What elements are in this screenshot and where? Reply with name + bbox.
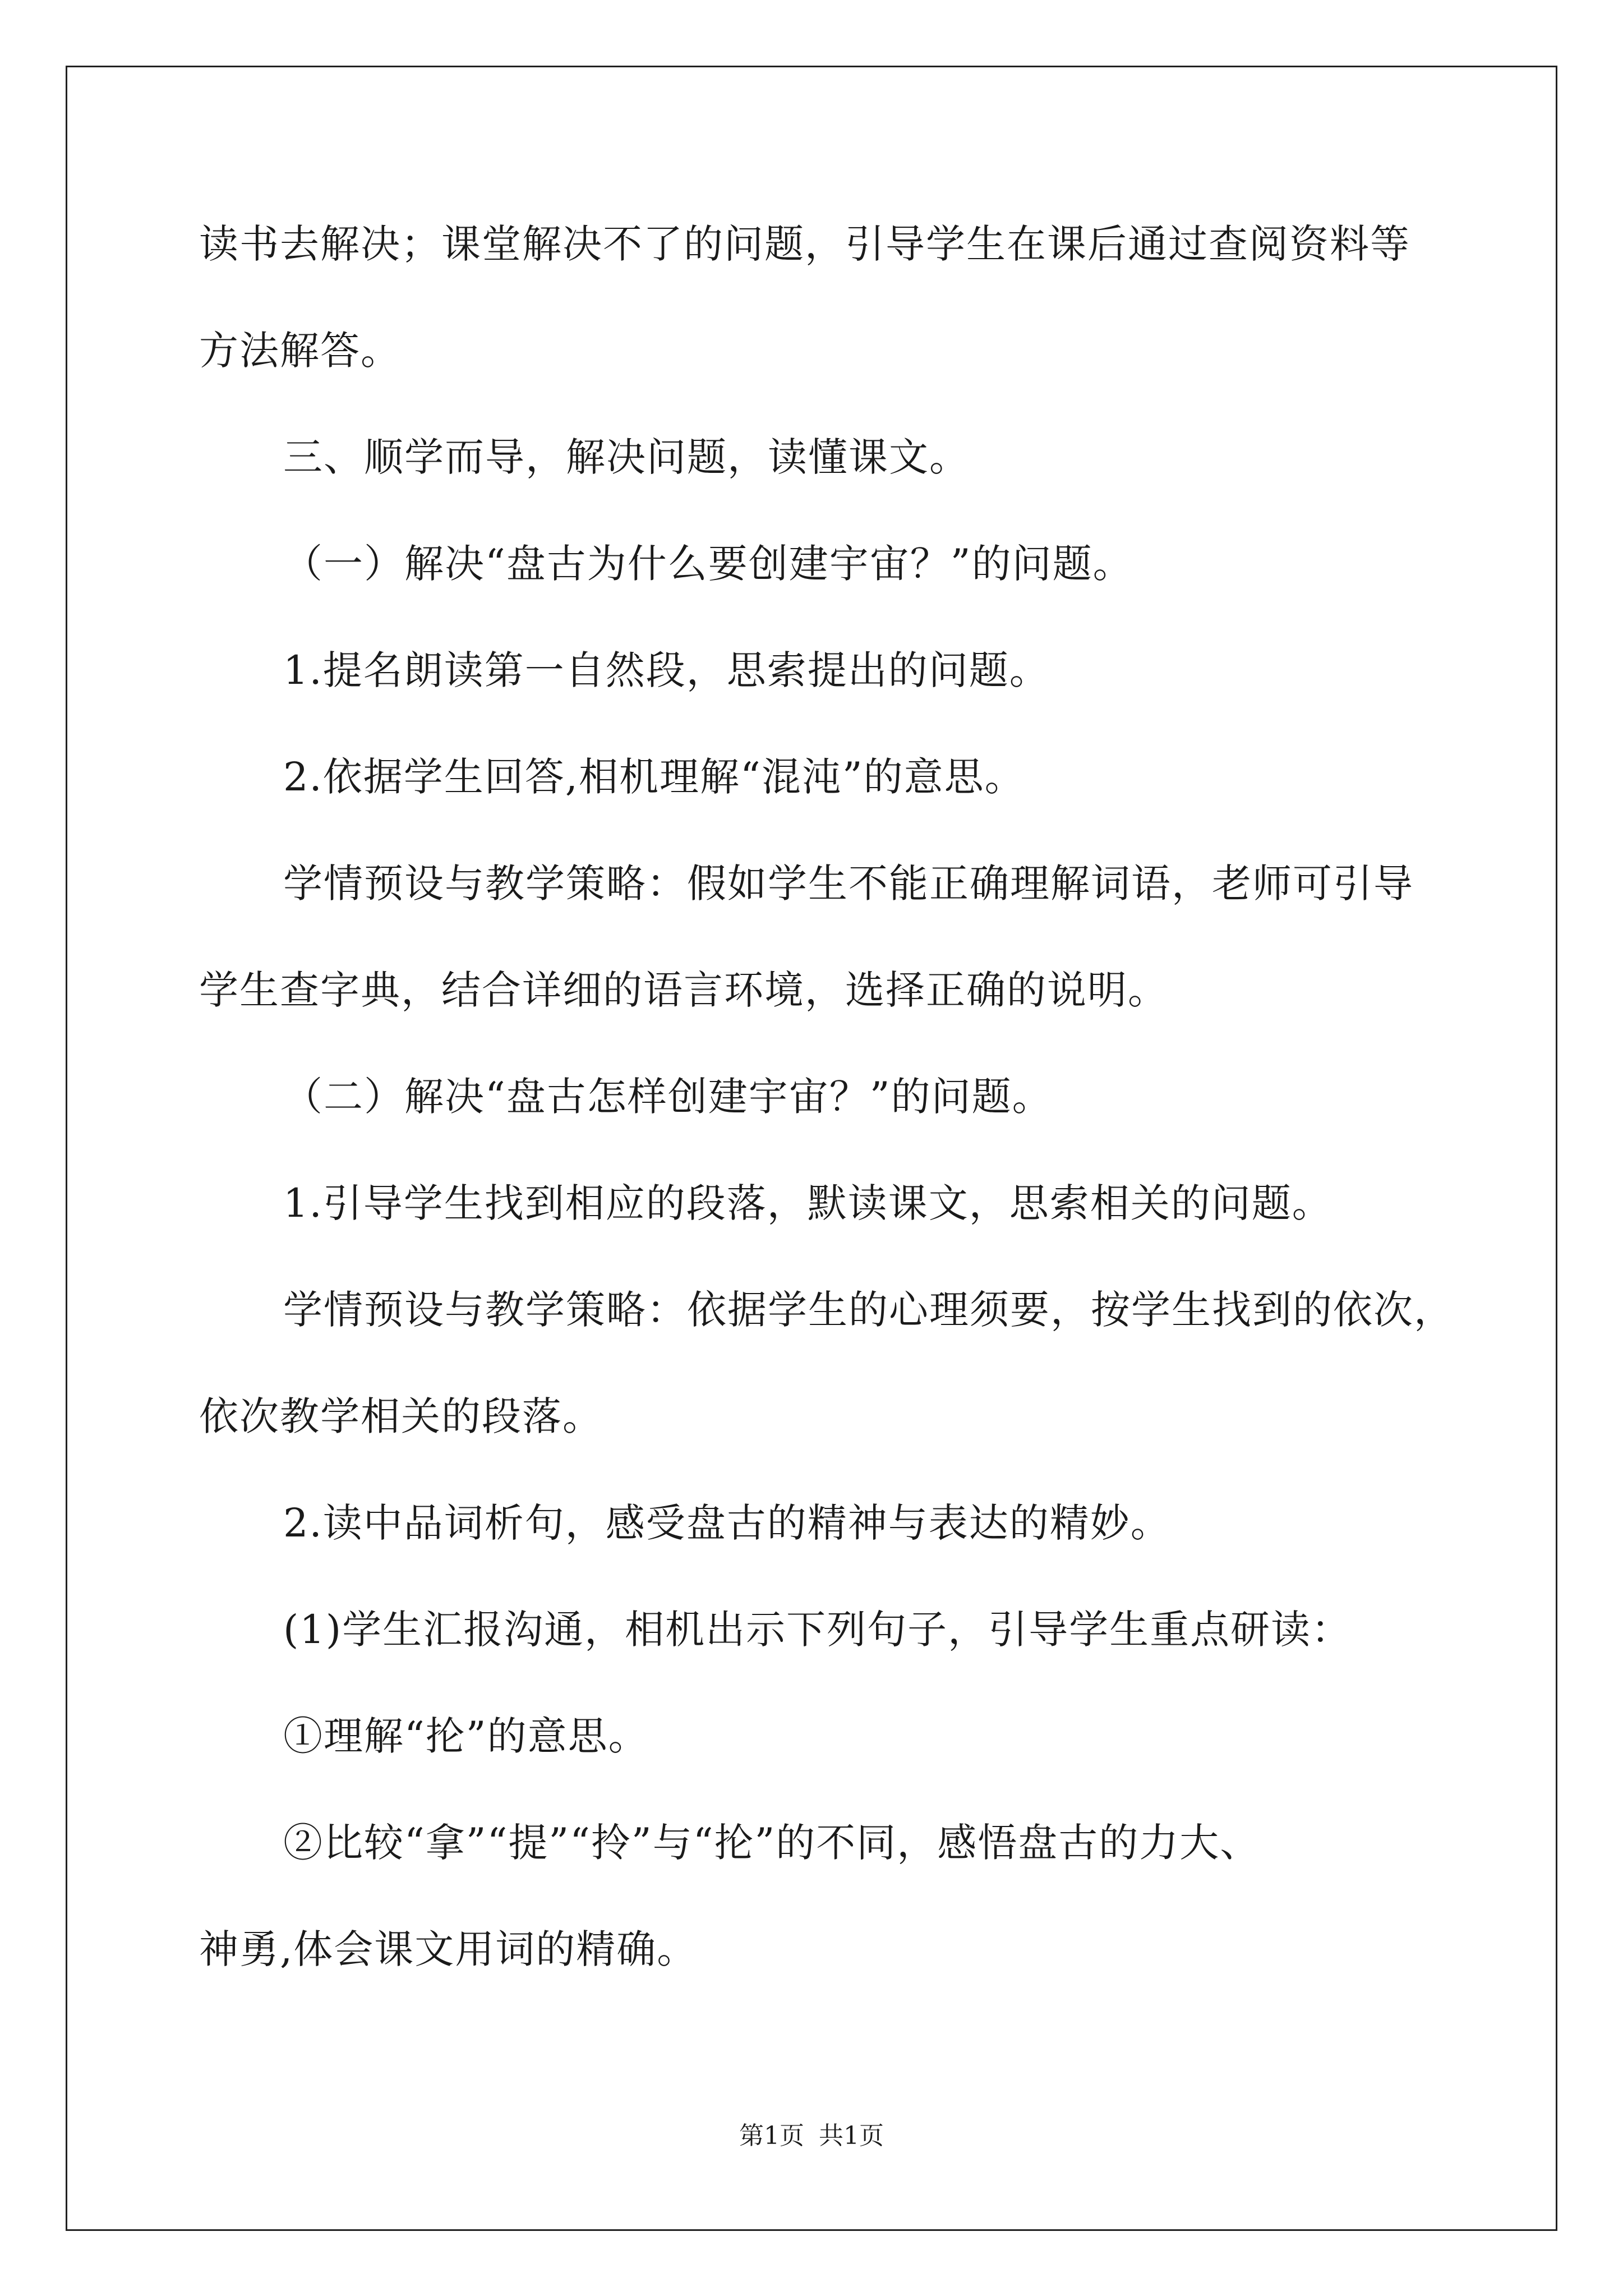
- page-number: 第1页: [739, 2122, 804, 2150]
- text-line: 学情预设与教学策略：依据学生的心理须要，按学生找到的依次，: [283, 1287, 1454, 1333]
- text-line: 2.依据学生回答,相机理解“混沌”的意思。: [283, 754, 1025, 800]
- page-footer: [0, 2119, 1623, 2153]
- text-line: 读书去解决；课堂解决不了的问题，引导学生在课后通过查阅资料等: [199, 221, 1410, 267]
- text-line: 学情预设与教学策略：假如学生不能正确理解词语，老师可引导: [283, 861, 1414, 907]
- page-border: [66, 66, 1557, 2231]
- text-line: 学生查字典，结合详细的语言环境，选择正确的说明。: [199, 967, 1168, 1013]
- text-line: ①理解“抡”的意思。: [283, 1713, 649, 1759]
- subsection-heading: （二）解决“盘古怎样创建宇宙？”的问题。: [283, 1074, 1053, 1120]
- page-total: 共1页: [819, 2122, 884, 2150]
- subsection-heading: （一）解决“盘古为什么要创建宇宙？”的问题。: [283, 541, 1133, 587]
- text-line: 依次教学相关的段落。: [199, 1393, 603, 1439]
- text-line: 2.读中品词析句，感受盘古的精神与表达的精妙。: [283, 1500, 1171, 1546]
- text-line: 神勇,体会课文用词的精确。: [199, 1926, 698, 1972]
- text-line: ②比较“拿”“提”“拎”与“抡”的不同，感悟盘古的力大、: [283, 1820, 1261, 1866]
- text-line: 1.引导学生找到相应的段落，默读课文，思索相关的问题。: [283, 1180, 1332, 1226]
- text-line: (1)学生汇报沟通，相机出示下列句子，引导学生重点研读：: [283, 1607, 1352, 1653]
- section-heading: 三、顺学而导，解决问题，读懂课文。: [283, 434, 970, 480]
- text-line: 1.提名朗读第一自然段，思索提出的问题。: [283, 647, 1050, 693]
- text-line: 方法解答。: [199, 328, 401, 374]
